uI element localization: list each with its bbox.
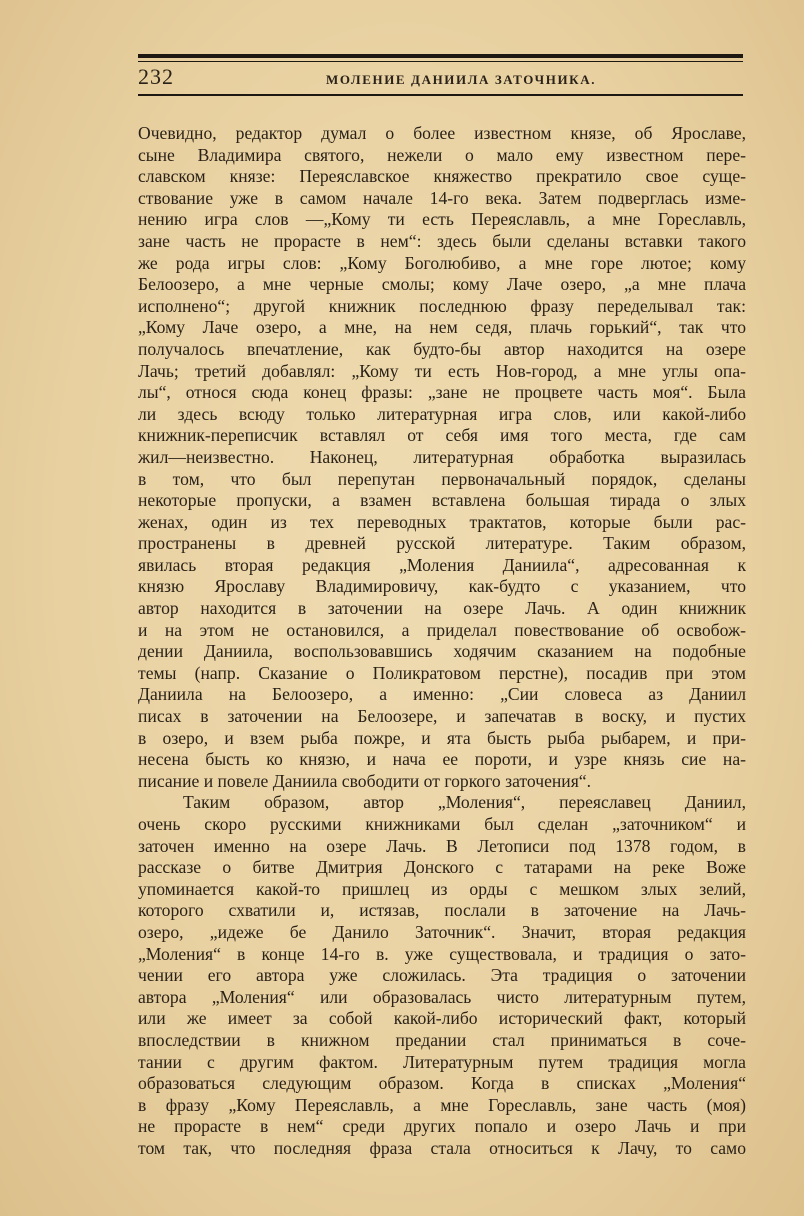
text-line: лы“, относя сюда конец фразы: „зане не процвете часть моя“. Была [138,382,746,403]
text-line: несена бысть ко князю, и нача ее пороти, и узре князь сие на- [138,749,746,770]
text-line: автора „Моления“ или образовалась чисто литературным путем, [138,986,746,1007]
page-header [138,64,743,94]
text-line: в том, что был перепутан первоначальный порядок, сделаны [138,468,746,489]
header-rule-thick [138,54,743,58]
text-line: Очевидно, редактор думал о более известном князе, об Ярославе, [138,123,746,143]
text-line: книжник-переписчик вставлял от себя имя того места, где сам [138,425,746,446]
text-line: Таким образом, автор „Моления“, переяславец Даниил, [183,792,746,813]
text-line: писах в заточении на Белоозере, и запечатав в воску, и пустих [138,706,746,727]
text-line: получалось впечатление, как будто-бы автор находится на озере [138,338,746,359]
text-line: чении его автора уже сложилась. Эта традиция о заточении [138,965,746,986]
header-rule-thin [138,61,743,62]
text-line: образоваться следующим образом. Когда в списках „Моления“ [138,1073,746,1094]
text-line: или же имеет за собой какой-либо исторический факт, который [138,1008,746,1029]
text-line: писание и повеле Даниила свободити от горкого заточения“. [138,770,592,791]
text-line: некоторые пропуски, а взамен вставлена большая тирада о злых [138,490,746,511]
text-line: в озеро, и взем рыба пожре, и ята бысть рыба рыбарем, и при- [138,727,746,748]
text-line: женах, один из тех переводных трактатов, которые были рас- [138,511,746,532]
text-line: славском князе: Переяславское княжество прекратило свое суще- [138,166,746,187]
text-line: дении Даниила, воспользовавшись ходячим сказанием на подобные [138,641,746,662]
text-line: исполнено“; другой книжник последнюю фразу переделывал так: [138,295,746,316]
text-line: которого схватили и, истязав, послали в заточение на Лачь- [138,900,746,921]
text-line: темы (напр. Сказание о Поликратовом перстне), посадив при этом [138,662,746,683]
text-line: „Моления“ в конце 14-го в. уже существовала, и традиция о зато- [138,943,746,964]
page-number: 232 [138,64,174,89]
text-line: в фразу „Кому Переяславль, а мне Гореславль, зане часть (моя) [138,1094,746,1115]
text-line: же рода игры слов: „Кому Боголюбиво, а мне горе лютое; кому [138,252,746,273]
text-line: ствование уже в самом начале 14-го века. Затем подверглась изме- [138,187,746,208]
text-line: Даниила на Белоозеро, а именно: „Сии словеса аз Даниил [138,684,746,705]
text-line: впоследствии в книжном предании стал приниматься в соче- [138,1029,746,1050]
text-line: том так, что последняя фраза стала относиться к Лачу, то само [138,1137,746,1158]
text-line: тании с другим фактом. Литературным путем традиция могла [138,1051,746,1072]
text-line: и на этом не остановился, а приделал повествование об освобож- [138,619,746,640]
running-title: МОЛЕНИЕ ДАНИИЛА ЗАТОЧНИКА. [326,72,597,87]
text-line: автор находится в заточении на озере Лачь. А один книжник [138,598,746,619]
text-line: нению игра слов —„Кому ти есть Переяславль, а мне Гореславль, [138,209,746,230]
text-line: сыне Владимира святого, нежели о мало ему известном пере- [138,144,746,165]
text-line: упоминается какой-то пришлец из орды с мешком злых зелий, [138,878,746,899]
header-rule-bottom [138,94,743,96]
text-line: Лачь; третий добавлял: „Кому ти есть Нов-город, а мне углы опа- [138,360,746,381]
text-line: Белоозеро, а мне черные смолы; кому Лаче озеро, „а мне плача [138,274,746,295]
text-line: не прорасте в нем“ среди других попало и озеро Лачь и при [138,1116,746,1137]
text-line: „Кому Лаче озеро, а мне, на нем седя, плачь горький“, так что [138,317,746,338]
text-line: зане часть не прорасте в нем“: здесь были сделаны вставки такого [138,230,746,251]
text-line: очень скоро русскими книжниками был сделан „заточником“ и [138,814,746,834]
body-text [138,123,746,1160]
text-line: пространены в древней русской литературе. Таким образом, [138,533,746,554]
text-line: заточен именно на озере Лачь. В Летописи под 1378 годом, в [138,835,746,856]
text-line: явилась вторая редакция „Моления Даниила“, адресованная к [138,554,746,575]
text-line: князю Ярославу Владимировичу, как-будто с указанием, что [138,576,746,597]
text-line: рассказе о битве Дмитрия Донского с татарами на реке Воже [138,857,746,878]
text-line: озеро, „идеже бе Данило Заточник“. Значит, вторая редакция [138,921,746,942]
text-line: жил—неизвестно. Наконец, литературная обработка выразилась [138,446,746,467]
text-line: ли здесь всюду только литературная игра слов, или какой-либо [138,403,746,424]
